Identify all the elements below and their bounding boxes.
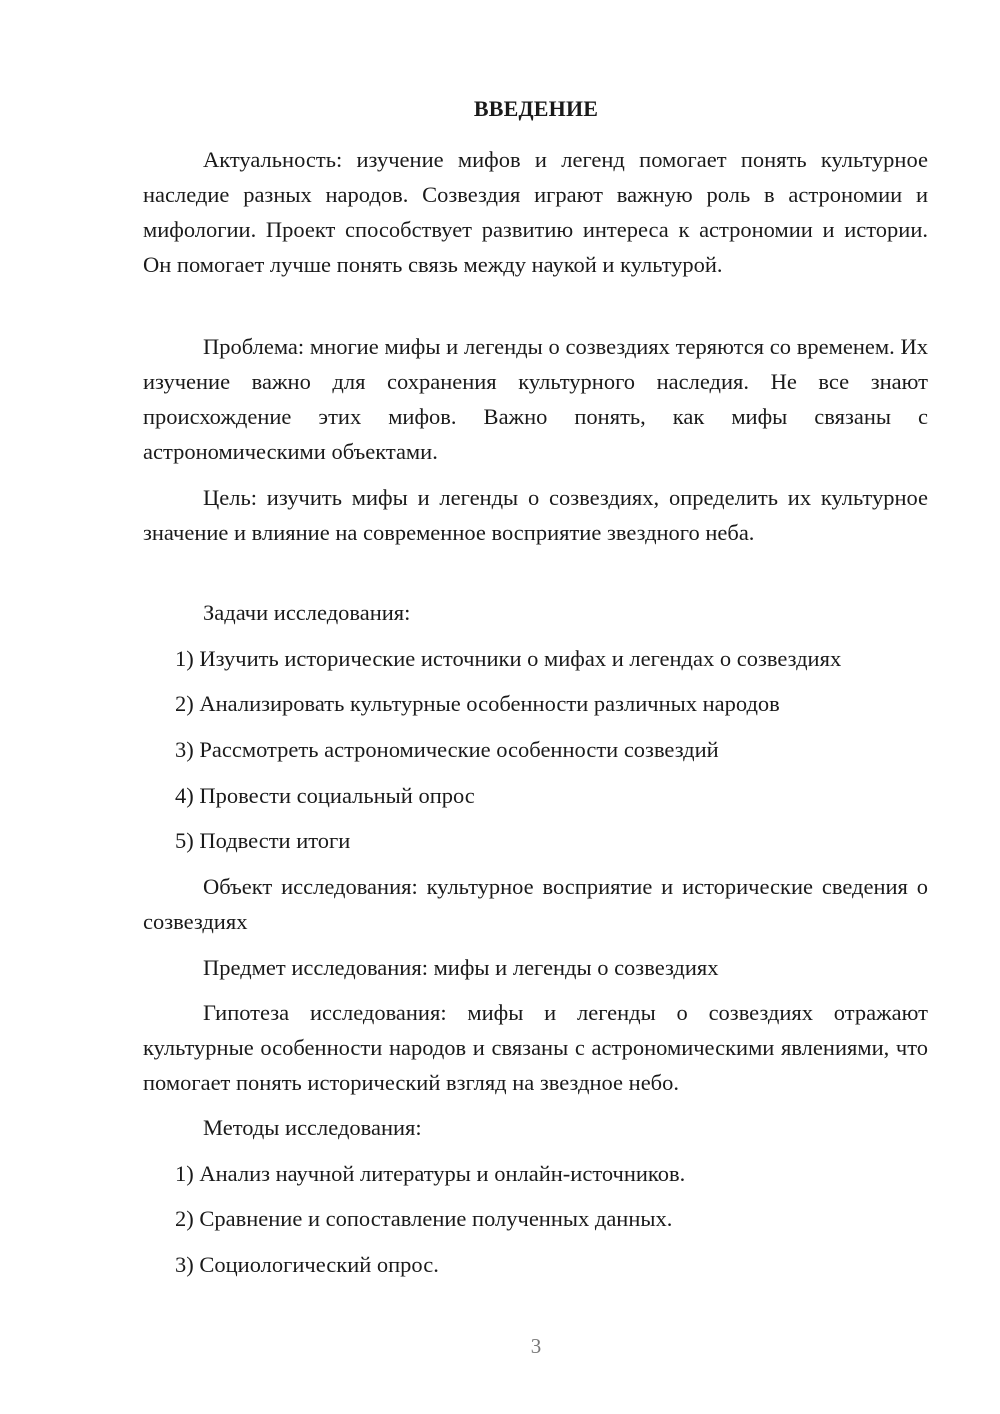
section-title: ВВЕДЕНИЕ [473,96,599,121]
task-item: 3) Рассмотреть астрономические особенности созвездий [175,737,719,762]
task-item: 1) Изучить исторические источники о мифах и легендах о созвездиях [175,646,842,671]
problem-paragraph: Проблема: многие мифы и легенды о созвездиях теряются со временем. Их изучение важно для сохранения культурного наследия. Не все знают происхождение этих мифов. Важно понять, как мифы связаны с астрономическими объектами. [143,334,928,464]
object-paragraph: Объект исследования: культурное восприятие и исторические сведения о созвездиях [143,874,928,934]
task-item: 5) Подвести итоги [175,828,351,853]
hypothesis-paragraph: Гипотеза исследования: мифы и легенды о созвездиях отражают культурные особенности народов и связаны с астрономическими явлениями, что помогает понять исторический взгляд на звездное небо. [143,1000,928,1095]
subject-paragraph: Предмет исследования: мифы и легенды о созвездиях [203,955,719,980]
task-item: 2) Анализировать культурные особенности различных народов [175,691,780,716]
page-number: 3 [530,1334,542,1358]
method-item: 3) Социологический опрос. [175,1252,439,1277]
method-item: 1) Анализ научной литературы и онлайн-источников. [175,1161,686,1186]
method-item: 2) Сравнение и сопоставление полученных данных. [175,1206,673,1231]
relevance-paragraph: Актуальность: изучение мифов и легенд помогает понять культурное наследие разных народов. Созвездия играют важную роль в астрономии и мифологии. Проект способствует развитию интереса к астрономии и истории. Он помогает лучше понять связь между наукой и культурой. [143,147,928,277]
task-item: 4) Провести социальный опрос [175,783,475,808]
goal-paragraph: Цель: изучить мифы и легенды о созвездиях, определить их культурное значение и влияние на современное восприятие звездного неба. [143,485,928,545]
tasks-heading: Задачи исследования: [203,600,411,625]
methods-heading: Методы исследования: [203,1115,422,1140]
